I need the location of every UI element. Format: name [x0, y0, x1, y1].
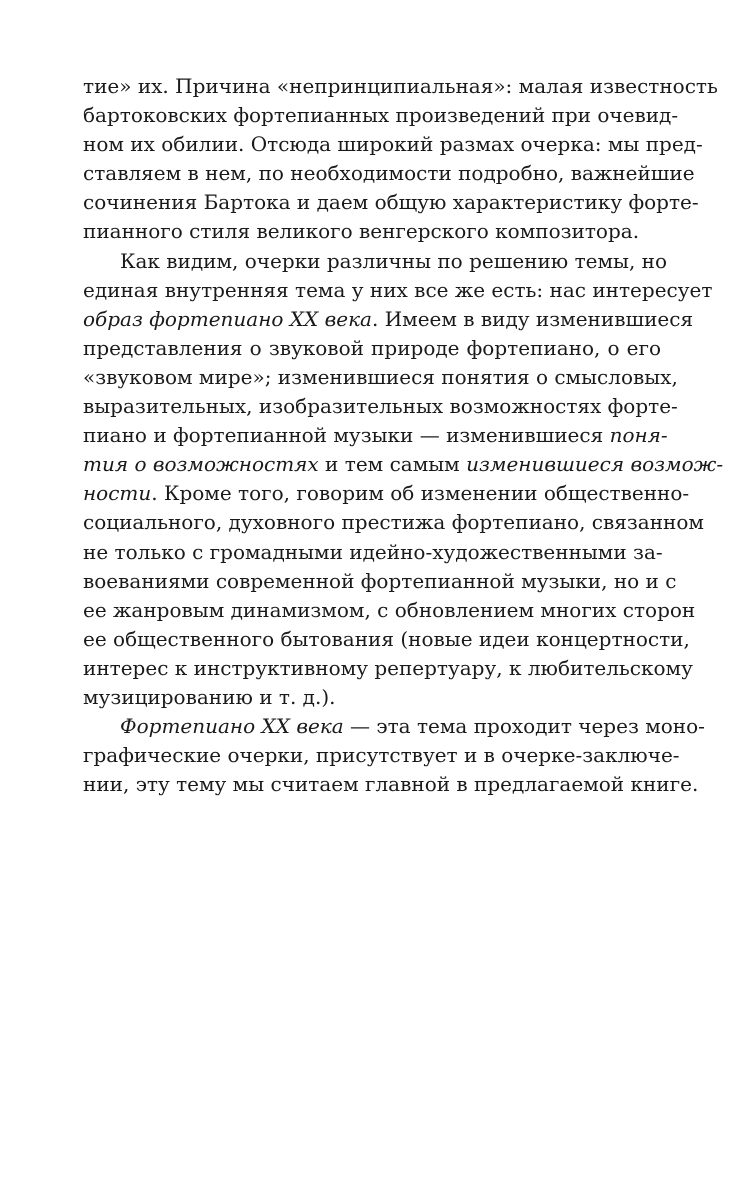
text-line: [83, 712, 705, 741]
text-run: . Имеем в виду изменившиеся: [371, 306, 694, 331]
paragraph: [83, 712, 705, 799]
text-line: [83, 217, 661, 246]
text-run: пиано и фортепианной музыки — изменившиеся: [83, 423, 610, 448]
text-line: [83, 508, 704, 537]
italic-text: изменившиеся возмож-: [466, 452, 724, 477]
text-line: [83, 392, 678, 421]
text-run: — эта тема проходит через моно-: [343, 714, 705, 739]
text-run: сочинения Бартока и даем общую характеристику форте-: [83, 190, 699, 215]
text-line: [83, 741, 680, 770]
text-line: [83, 334, 661, 363]
text-run: ставляем в нем, по необходимости подробно, важнейшие: [83, 161, 695, 186]
text-line: [83, 596, 696, 625]
text-line: [83, 567, 677, 596]
text-run: социального, духовного престижа фортепиано, связанном: [83, 510, 704, 535]
text-run: графические очерки, присутствует и в очерке-заключе-: [83, 743, 680, 768]
text-run: ном их обилии. Отсюда широкий размах очерка: мы пред-: [83, 132, 703, 157]
text-line: [83, 276, 713, 305]
text-line: [83, 247, 668, 276]
text-run: нии, эту тему мы считаем главной в предлагаемой книге.: [83, 772, 699, 797]
text-run: единая внутренняя тема у них все же есть: нас интересует: [83, 277, 713, 302]
text-line: [83, 450, 724, 479]
text-run: не только с громадными идейно-художественными за-: [83, 539, 663, 564]
italic-text: образ фортепиано XX века: [83, 306, 372, 331]
text-line: [83, 654, 693, 683]
text-line: [83, 479, 690, 508]
text-run: пианного стиля великого венгерского композитора.: [83, 219, 640, 244]
italic-text: поня-: [609, 423, 668, 448]
text-run: выразительных, изобразительных возможностях форте-: [83, 394, 678, 419]
text-run: и тем самым: [318, 452, 467, 477]
text-line: [83, 363, 678, 392]
text-line: [83, 159, 695, 188]
text-run: . Кроме того, говорим об изменении общественно-: [151, 481, 690, 506]
text-run: Как видим, очерки различны по решению темы, но: [120, 248, 668, 273]
text-line: [83, 538, 661, 567]
italic-text: ности: [83, 481, 152, 506]
italic-text: тия о возможностях: [83, 452, 319, 477]
text-run: тие» их. Причина «непринципиальная»: малая известность: [83, 74, 718, 98]
italic-text: Фортепиано XX века: [120, 714, 344, 739]
text-line: [83, 770, 699, 799]
text-run: «звуковом мире»; изменившиеся понятия о смысловых,: [83, 364, 678, 389]
text-run: воеваниями современной фортепианной музыки, но и с: [83, 568, 677, 593]
text-run: ее жанровым динамизмом, с обновлением многих сторон: [83, 597, 696, 622]
text-line: [83, 421, 668, 450]
paragraph: [83, 247, 724, 713]
text-line: [83, 683, 661, 712]
text-run: интерес к инструктивному репертуару, к любительскому: [83, 655, 693, 680]
text-line: [83, 72, 718, 101]
text-line: [83, 625, 690, 654]
text-run: представления о звуковой природе фортепиано, о его: [83, 335, 661, 360]
paragraph: [83, 72, 718, 247]
text-line: [83, 130, 703, 159]
text-run: музицированию и т. д.).: [83, 684, 336, 709]
text-line: [83, 101, 679, 130]
text-run: ее общественного бытования (новые идеи концертности,: [83, 626, 690, 651]
text-run: бартоковских фортепианных произведений при очевид-: [83, 103, 679, 128]
text-line: [83, 305, 694, 334]
text-line: [83, 188, 699, 217]
body-text: [83, 72, 724, 799]
